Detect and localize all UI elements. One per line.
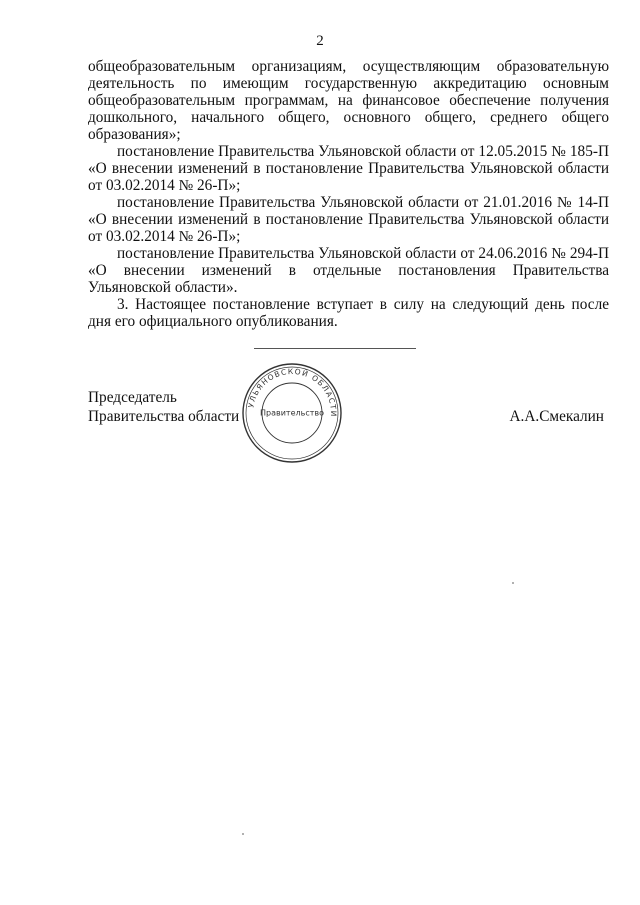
scan-speck <box>242 833 244 835</box>
paragraph-continuation: общеобразовательным организациям, осуществляющим образовательную деятельность по имеющим государственную аккредитацию основным общеобразовательным программам, на финансовое обеспечение получения дошкольного, начального общего, основного общего, среднего общего образования»; <box>88 58 609 143</box>
separator-line <box>254 348 416 349</box>
paragraph-resolution-2015: постановление Правительства Ульяновской области от 12.05.2015 № 185-П «О внесении изменений в постановление Правительства Ульяновской области от 03.02.2014 № 26-П»; <box>88 143 609 194</box>
signature-title-line2: Правительства области <box>88 408 240 425</box>
signature-title <box>88 388 239 426</box>
body-text <box>88 58 609 330</box>
signatory-name: А.А.Смекалин <box>509 408 604 425</box>
signature-title-line1: Председатель <box>88 389 177 406</box>
scan-speck <box>512 582 514 584</box>
official-seal <box>241 362 343 464</box>
paragraph-resolution-2016-jun: постановление Правительства Ульяновской области от 24.06.2016 № 294-П «О внесении изменений в отдельные постановления Правительства Ульяновской области». <box>88 245 609 296</box>
paragraph-resolution-2016-jan: постановление Правительства Ульяновской области от 21.01.2016 № 14-П «О внесении изменений в постановление Правительства Ульяновской области от 03.02.2014 № 26-П»; <box>88 194 609 245</box>
seal-center-text: Правительство <box>260 408 324 418</box>
paragraph-effective-date: 3. Настоящее постановление вступает в силу на следующий день после дня его официального опубликования. <box>88 296 609 330</box>
page-number: 2 <box>316 33 324 49</box>
seal-ring-text: УЛЬЯНОВСКОЙ ОБЛАСТИ <box>246 366 339 418</box>
